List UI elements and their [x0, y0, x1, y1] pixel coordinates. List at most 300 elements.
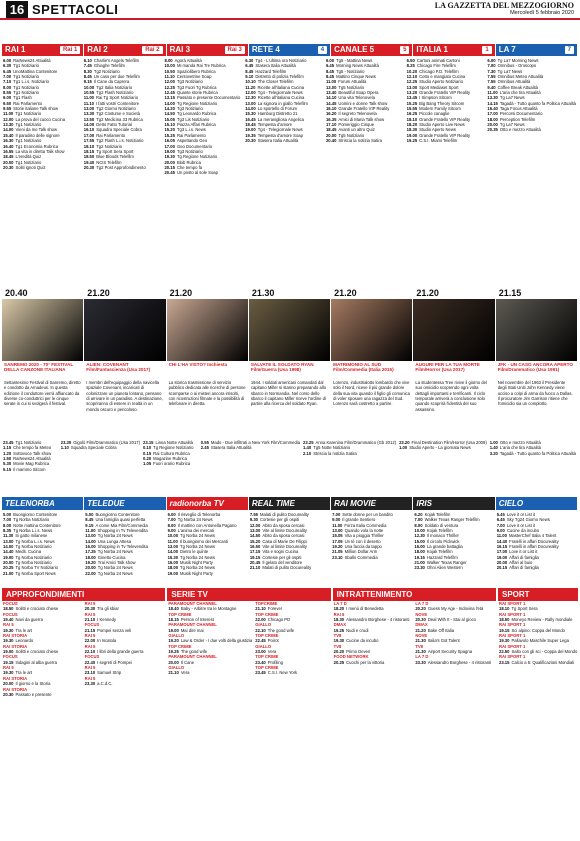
schedule-entry: FOCUS — [3, 601, 18, 606]
schedule-entry: 11.10 I fatti vostri Contenitore — [83, 100, 140, 106]
schedule-entry: 21.10 Vera — [168, 670, 190, 676]
channel-header: RAI MOVIE — [331, 497, 412, 510]
schedule-entry: 19.30 Leonardo — [3, 638, 34, 644]
schedule-entry: RAI 5 — [84, 675, 96, 681]
schedule-entry: 11.00 Forza Italia Commedia — [332, 522, 387, 528]
schedule-entry: 16.50 Vite al limite Docureality — [249, 544, 307, 550]
schedule-entry: 9.15 Il Cane da Caprera — [83, 79, 130, 85]
schedule-entry: 16.30 Tg1 Notiziario — [3, 138, 42, 144]
schedule-entry: 13.30 Tg La7 News — [487, 95, 525, 101]
highlight-time: 21.20 — [87, 288, 110, 298]
schedule-entry: 19.35 Tempesta d'amore Soap — [245, 132, 303, 138]
schedule-entry: 20.00 Tg1 Notiziario — [3, 159, 42, 165]
schedule-entry: 10.20 Chicago P.D. Telefilm — [406, 68, 459, 74]
schedule-entry: 14.45 Uomini e donne Talk show — [325, 100, 388, 106]
schedule-entry: RAI 5 — [84, 643, 96, 649]
highlight-time: 21.20 — [169, 288, 193, 298]
schedule-entry: 5.30 Movie Mag Rubrica — [3, 461, 50, 467]
schedule-entry: 10.55 Tg2 Flash Notiziario — [83, 90, 134, 96]
schedule-entry: 13.00 Vite al limite Docureality — [249, 528, 307, 534]
schedule-entry: PARAMOUNT CHANNEL — [168, 622, 217, 628]
channel-name: LA 7 — [498, 45, 516, 54]
highlight-text: La studentessa Tree rivive il giorno del suo omicidio scoprendo ogni volta dettagli importanti e terrificanti. Il ciclo temporale arriverà a conclusione solo quando scoprirà l'identità del suo assassino. — [415, 380, 487, 412]
section-approfondimenti — [2, 588, 165, 697]
schedule-entry: 19.20 Trai Amici Talk show — [85, 560, 136, 566]
schedule-entry: 16.00 Musik Night Party — [167, 560, 213, 566]
schedule-entry: 11.20 Ricette all'italiana Cucina — [245, 84, 305, 90]
schedule-entry: 18.45 Tempesta d'amore — [245, 122, 293, 128]
schedule-entry: TV8 — [333, 643, 342, 649]
schedule-entry: 23.15 Linea Notte Attualità — [143, 440, 193, 445]
schedule-entry: 8.45 Tg5 - Notiziario — [325, 68, 365, 74]
schedule-entry: FOCUS — [84, 654, 100, 660]
schedule-entry: 23.30 Ohni Alien Western — [414, 565, 463, 571]
schedule-entry: 19.00 Tg4 - Telegiornale News — [245, 127, 303, 133]
section-column — [254, 601, 329, 676]
schedule-entry: 8.00 Tg1 Notiziario — [3, 84, 39, 90]
schedule-entry: 23.40 Profiling — [255, 659, 283, 665]
highlight-image — [84, 299, 165, 361]
schedule-entry: 19.15 Sci alpino: Coppa del Mondo — [498, 627, 566, 633]
schedule-entry: 2.10 Striscia la notizia Satira — [303, 450, 357, 456]
schedule-entry: 20.25 Cuochi per la vittoria — [333, 659, 385, 665]
schedule-entry: 0.10 Tg Regione Notiziario — [143, 445, 194, 451]
schedule-entry: 7.00 Love it or List it — [496, 522, 536, 528]
schedule-entry: 23.20 Final Destination Film/Horror (Usa 2009) — [399, 440, 487, 445]
top-channel-headers — [2, 44, 578, 56]
schedule-entry: 22.00 In Iscatola — [84, 638, 117, 644]
schedule-entry: 5.15 Il mammo Sitcom — [3, 466, 46, 472]
schedule-entry: TOP CRIME — [255, 633, 279, 639]
schedule-entry: 9.15 A come Mia Film/Commedia — [85, 522, 148, 528]
channel-logo: Rai 3 — [225, 46, 245, 54]
schedule-entry: 15.05 Tg3 Lis Notiziario — [164, 116, 210, 122]
schedule-entry: 17.10 Pomeriggio Cinque — [325, 122, 375, 128]
channel-header — [2, 44, 83, 56]
schedule-entry: 8.35 Tg Norba L.i.s. News — [3, 528, 53, 534]
page-header — [0, 0, 580, 20]
schedule-entry: 20.00 Il giorno e la Storia — [3, 681, 51, 687]
schedule-entry: RAI SPORT 1 — [498, 633, 526, 639]
schedule-entry: RAI 5 — [333, 611, 345, 617]
schedule-entry: 19.30 Tg Regione Notiziario — [164, 154, 218, 160]
schedule-column — [167, 512, 248, 587]
schedule-entry: 11.00 Forum Attualità — [325, 79, 367, 85]
schedule-entry: 15.20 Casa di Marie De Filippi — [249, 538, 307, 544]
schedule-entry: 19.25 Nudi e crudi — [333, 627, 369, 633]
highlight-image — [331, 299, 412, 361]
schedule-entry: 13.30 Tg1 Notiziario — [3, 122, 42, 128]
schedule-entry: 13.45 I Simpson Sitcom — [406, 95, 452, 101]
schedule-entry: TOP CRIME — [168, 611, 192, 617]
highlight-text: Lorenzo, industrialotto lombardo che vive solo il Nord, riceve il più grande dolore della sua vita quando il figlio gli comunica di voler sposare una ragazza del Sud. Lorenzo sarà costretto a partire. — [333, 380, 410, 407]
schedule-entry: 18.30 Studio Aperto News — [406, 127, 456, 133]
schedule-column — [406, 58, 486, 283]
schedule-entry: 18.00 Ginetto Cucina — [85, 554, 126, 560]
schedule-entry: 23.10 Sballo Commedia — [332, 554, 378, 560]
schedule-entry: DMAX — [333, 622, 346, 628]
schedule-entry: 16.00 La grande battaglia — [414, 544, 463, 550]
schedule-entry: 1.15 Che tempo fa Meteo — [3, 445, 52, 451]
schedule-column — [142, 440, 199, 495]
schedule-entry: 16.55 La vita in diretta Talk show — [3, 148, 65, 154]
schedule-entry: RAI 5 — [84, 601, 96, 606]
schedule-entry: 12.45 Quante storie Rubrica — [164, 90, 218, 96]
schedule-entry: 20.00 Tg La7 News — [487, 122, 525, 128]
schedule-entry: 20.40 Striscia la notizia Satira — [325, 138, 382, 144]
schedule-entry: 9.30 Cortesie per gli ospiti — [249, 517, 300, 523]
channel-header: TELEDUE — [84, 497, 165, 510]
schedule-entry: 19.00 Mai dire mai — [168, 627, 204, 633]
schedule-entry: 6.45 Sky Tg24 Giorno News — [496, 517, 550, 523]
schedule-entry: 7.00 Tg Norba 24 News — [167, 517, 213, 523]
schedule-entry: TOP CRIME — [255, 665, 279, 671]
section-intrattenimento — [333, 588, 496, 697]
schedule-entry: 19.00 Tg3 Notiziario — [164, 148, 203, 154]
schedule-entry: GIALLO — [255, 643, 272, 649]
schedule-entry: PARAMOUNT CHANNEL — [168, 654, 217, 660]
schedule-entry: 8.25 Chicago Fire Telefilm — [406, 63, 456, 69]
schedule-entry: 12.25 Studio Aperto Notiziario — [406, 79, 463, 85]
schedule-entry: RAI 5 — [3, 665, 14, 671]
schedule-entry: 12.00 Abito da sposa cercasi — [249, 522, 305, 528]
schedule-entry: 12.00 Tg4 - Telegiornale News — [245, 90, 303, 96]
schedule-entry: 13.40 Beautiful Soap Opera — [325, 90, 379, 96]
schedule-entry: 16.45 La meravigliosa Angelica — [245, 116, 305, 122]
schedule-entry: 23.30 a.C.d.C. — [84, 681, 113, 687]
schedule-entry: 12.30 Ricette all'italiana Cucina — [245, 95, 305, 101]
schedule-entry: 20.30 Tra gli sbiar — [84, 606, 119, 612]
schedule-entry: 14.00 Tg Norba Notiziario — [3, 544, 52, 550]
schedule-entry: 22.50 Salto con gli sci - Coppa del Mondo — [498, 649, 578, 655]
channel-header — [167, 44, 248, 56]
schedule-entry: 12.25 Tg3 Fuori Tg Rubrica — [164, 84, 217, 90]
schedule-entry: 18.00 Perception Telefilm — [487, 116, 536, 122]
schedule-entry: 7.45 Ghiaghe Telefilm — [83, 63, 126, 69]
schedule-entry: 1.40 Tg5 Notte Notiziario — [303, 445, 351, 451]
schedule-entry: 7.00 Sette donne per un bandito — [332, 512, 393, 517]
schedule-entry: 20.25 Tg Norba TV Notiziario — [3, 565, 58, 571]
schedule-entry: RAI 5 — [84, 665, 96, 671]
schedule-entry: 10.00 Kojak Telefilm — [414, 528, 453, 534]
schedule-entry: FOOD NETWORK — [333, 654, 369, 660]
schedule-entry: 15.05 Vita a pioggia Thriller — [332, 533, 384, 539]
highlight-time: 20.40 — [5, 288, 28, 298]
schedule-entry: 14.15 Tagadà - Tutto quanto fa Politica Attualità — [487, 100, 577, 106]
schedule-entry: 17.25 Tg Norba 24 News — [85, 549, 133, 555]
highlight-text: Nel novembre del 1963 il Presidente degli Stati Uniti John Kennedy viene ucciso a colpi di arma da fuoco a Dallas. Il procuratore Jim Garrison ritiene che l'omicidio sia un complotto. — [497, 380, 573, 407]
schedule-entry: 14.50 Tg Leonardo Rubrica — [164, 111, 217, 117]
schedule-column — [331, 512, 412, 587]
schedule-entry: 21.30 Italia's Got Talent — [415, 638, 460, 644]
schedule-entry: 10.10 The Closer Telefilm — [245, 79, 294, 85]
schedule-entry: 17.00 Rai Parlamento — [83, 132, 126, 138]
highlight-card — [167, 287, 248, 435]
channel-logo: 4 — [318, 46, 327, 54]
schedule-entry: 6.30 Tg1 Notiziario — [3, 63, 39, 69]
schedule-entry: TV8 — [333, 633, 342, 639]
schedule-entry: 17.05 Un tè con il deserto — [332, 538, 381, 544]
late-schedule-grid — [2, 440, 578, 495]
schedule-entry: 7.00 Tg Norba Notiziario — [3, 517, 50, 523]
schedule-entry: 18.20 Studio Aperto Live News — [406, 122, 465, 128]
section-title: SERIE TV — [167, 588, 330, 601]
schedule-entry: TOP CRIME — [255, 611, 279, 617]
schedule-entry: 18.50 Solitti e crociato chiese — [3, 606, 59, 612]
schedule-entry: 20.00 Blob Rubrica — [164, 159, 201, 165]
schedule-entry: 18.10 Grande Fratello VIP Reality — [406, 116, 471, 122]
schedule-entry: 20.30 Tg2 Post Approfondimento — [83, 164, 146, 170]
schedule-entry: 11.00 L'aria che tira Attualità — [487, 90, 541, 96]
schedule-entry: 3.20 Tagadà - Tutto quanto fa Politica Attualità — [489, 450, 576, 456]
highlight-time: 21.20 — [416, 288, 439, 298]
schedule-entry: 7.30 Tg La7 News — [487, 68, 523, 74]
schedule-entry: 5.00 Buongiorno Contenitore — [3, 512, 58, 517]
channel-name: RAI 1 — [5, 45, 26, 54]
schedule-entry: 13.00 Quando vola la notte — [332, 528, 384, 534]
schedule-entry: 1.20 Sottovoce Talk show — [3, 450, 52, 456]
schedule-entry: 5.45 Love it or List it — [496, 512, 536, 517]
highlight-text: 1944. I soldati americani comandati dal capitano Miller si stanno preparando allo sbarco in Normandia. Nel corso dello sbarco il capitano Miller riceve l'ordine di partire alla ricerca del soldato Ryan. — [250, 380, 327, 407]
schedule-entry: RAI STORIA — [3, 675, 28, 681]
channel-name: RETE 4 — [251, 45, 280, 54]
schedule-entry: 23.25 Anna Karenina Film/Drammatico (Gb 2012) — [303, 440, 397, 445]
schedule-entry: 9.00 Tg1 Flash — [3, 95, 32, 101]
schedule-entry: 8.45 Una famiglia quasi perfetta — [85, 517, 146, 523]
schedule-entry: 11.00 MasterChef Italia 4 Talent — [496, 533, 557, 539]
schedule-entry: 21.00 Walker Texas Ranger — [414, 560, 467, 566]
schedule-entry: 1.00 Studio Aperto - La giornata News — [399, 445, 471, 451]
schedule-entry: RAI STORIA — [3, 633, 28, 639]
schedule-entry: 15.20 Tg3 L.i.s. News — [164, 127, 206, 133]
schedule-entry: 15.30 Tg Norba 24 News — [167, 554, 215, 560]
schedule-entry: 11.00 Rai Tg Sport Notiziario — [83, 95, 139, 101]
highlight-card — [2, 287, 83, 435]
schedule-column — [200, 440, 301, 495]
schedule-entry: 13.00 Tg5 Notiziario — [325, 84, 365, 90]
schedule-entry: 10.50 Spaziolibero Rubrica — [164, 68, 216, 74]
section-sport — [498, 588, 578, 697]
schedule-entry: 16.40 Taga Focus Attualità — [487, 106, 538, 112]
schedule-entry: 14.00 Detto Fatto Tutorial — [83, 122, 132, 128]
schedule-entry: TOP CRIME — [255, 654, 279, 660]
schedule-entry: 20.15 Che tempo fa — [164, 164, 203, 170]
highlight-card — [496, 287, 577, 435]
schedule-entry: 15.55 Modern Family Sitcom — [406, 106, 461, 112]
schedule-entry: 23.30 Alessandro Borghese - 4 ristoranti — [415, 659, 492, 665]
schedule-entry: 20.15 Affari di famiglia — [496, 565, 539, 571]
schedule-entry: TV8 — [415, 643, 424, 649]
schedule-entry: 16.25 Piccole canaglie — [406, 111, 450, 117]
highlight-card — [413, 287, 494, 435]
schedule-column — [60, 440, 141, 495]
schedule-entry: 16.10 Squadra Speciale Cobra — [83, 127, 142, 133]
channel-header: REAL TIME — [249, 497, 330, 510]
schedule-entry: 6.45 Morning News Attualità — [325, 63, 379, 69]
prime-time-highlights — [2, 287, 578, 435]
schedule-column — [496, 512, 577, 587]
schedule-entry: RAI 5 — [3, 622, 14, 628]
schedule-entry: 13.50 Tg2 Medicina 33 Rubrica — [83, 116, 143, 122]
schedule-entry: 9.55 Storie italiane Talk show — [3, 106, 59, 112]
schedule-entry: RAI STORIA — [3, 643, 28, 649]
schedule-entry: 6.00 Tg La7 Morning News — [487, 58, 539, 63]
schedule-entry: 18.15 Person of Interest — [168, 617, 214, 623]
highlight-text: La storica trasmissione di servizio pubblico dedicata alle ricerche di persone scomparse o ai misteri ancora irrisolti, con ricostruzioni filmate e la possibilità di telefonare in diretta. — [168, 380, 246, 407]
schedule-entry: 14.10 Una vita Telenovela — [325, 95, 375, 101]
schedule-column — [489, 440, 577, 495]
highlight-title: ALIEN: COVENANT Film/Fantascienza (Usa 2017) — [86, 362, 151, 373]
schedule-entry: 14.00 Dietro le quinte — [167, 549, 209, 555]
schedule-entry: 20.00 Tg Norba Notiziario — [3, 560, 52, 566]
schedule-entry: GIALLO — [168, 633, 185, 639]
channel-logo: 5 — [400, 46, 409, 54]
schedule-entry: 14.50 Abito da sposa cercasi — [249, 533, 305, 539]
schedule-entry: 14.40 Fratelli in affari Docureality — [496, 538, 559, 544]
highlight-text: I membri dell'equipaggio della navicella spaziale Covenant, incaricati di colonizzare un pianeta lontano, pensano di arrivare in un paradiso. A destinazione, scopriranno di essere in realtà in un mondo oscuro e pericoloso. — [86, 380, 163, 412]
highlight-time: 21.20 — [334, 288, 357, 298]
schedule-entry: 7.55 Omnibus Meteo Attualità — [487, 74, 544, 80]
schedule-entry: TOP CRIME — [168, 643, 192, 649]
schedule-column — [302, 440, 397, 495]
schedule-entry: 19.00 Tg Norba Notiziario — [3, 554, 52, 560]
schedule-entry: 9.00 Cucine da incubo — [496, 528, 540, 534]
channel-header — [413, 44, 494, 56]
schedule-entry: 18.30 Alessandro Borghese - 4 ristoranti — [333, 617, 410, 623]
schedule-entry: 6.30 Tg4 - L'ultima ora Notiziario — [245, 58, 307, 63]
channel-name: CANALE 5 — [334, 45, 375, 54]
schedule-entry: 13.15 Passato e presente Documentario — [164, 95, 241, 101]
schedule-entry: 20.30 Passato e presente — [3, 691, 52, 697]
schedule-entry: 20.45 Il gelato del venditore — [249, 560, 303, 566]
section-serietv — [167, 588, 330, 697]
channel-name: RAI 2 — [87, 45, 108, 54]
schedule-entry: RAI SPORT 1 — [498, 601, 526, 606]
schedule-entry: 1.10 Squadra Speciale Cobra — [60, 445, 117, 451]
schedule-entry: 8.55 Tg1 Notiziario — [3, 90, 39, 96]
schedule-entry: 10.00 Tg Norba 24 News — [167, 533, 215, 539]
schedule-entry: 20.30 Soliti ignoti Quiz — [3, 164, 46, 170]
schedule-entry: 13.00 Sport Mediaset Sport — [406, 84, 459, 90]
schedule-column — [413, 512, 494, 587]
schedule-entry: 23.15 Calcio a 5: Qualificazioni Mondiali — [498, 659, 575, 665]
highlight-title: JFK - UN CASO ANCORA APERTO Film/Drammatico (Usa 1991) — [497, 362, 573, 373]
schedule-entry: 20.20 Primo Deveri — [333, 649, 371, 655]
schedule-entry: 18.10 Tg2 Notiziario — [83, 143, 123, 149]
schedule-entry: 1.50 RaiNews24 Attualità — [3, 456, 51, 462]
schedule-entry: RAI SPORT 1 — [498, 643, 526, 649]
schedule-entry: 0.15 Rai Cultura Rubrica — [143, 450, 190, 456]
channel-header: IRIS — [413, 497, 494, 510]
section-column — [414, 601, 495, 665]
mid-schedule-grid — [2, 512, 578, 587]
schedule-entry: 9.50 Rai Parlamento — [3, 100, 43, 106]
schedule-entry: 18.50 Blue Bloods Telefilm — [83, 154, 134, 160]
schedule-entry: 8.00 Il mattino con Antonella Pagano — [167, 522, 237, 528]
schedule-entry: 14.00 Tg Regione Notiziario — [164, 100, 218, 106]
highlight-card — [331, 287, 412, 435]
schedule-entry: 11.10 Centovetrine Soap — [164, 74, 212, 80]
schedule-entry: 12.30 Il monaco Thriller — [414, 533, 459, 539]
schedule-entry: 6.45 UnoMattina Contenitore — [3, 68, 58, 74]
schedule-entry: 17.00 Geo Documentario — [164, 143, 213, 149]
highlight-image — [413, 299, 494, 361]
schedule-entry: 19.25 C.S.I. Miami Telefilm — [406, 138, 458, 144]
schedule-entry: 13.00 Tg Norba 24 News — [85, 533, 133, 539]
section-column — [2, 601, 83, 697]
schedule-entry: 16.15 Fratelli in affari Docureality — [496, 544, 559, 550]
channel-logo: 7 — [565, 46, 574, 54]
schedule-entry: 21.10 Malati di pulito Docureality — [249, 565, 312, 571]
highlight-title: SANREMO 2020 - 70° FESTIVAL DELLA CANZONE ITALIANA — [4, 362, 74, 373]
schedule-entry: 18.45 Avanti un altro Quiz — [325, 127, 375, 133]
schedule-entry: 9.40 Coffee Break Attualità — [487, 84, 538, 90]
schedule-entry: 16.40 Tg1 Economia Rubrica — [3, 143, 59, 149]
highlight-image — [496, 299, 577, 361]
schedule-column — [244, 58, 324, 283]
schedule-entry: 21.30 Airport Security Spagna — [415, 649, 473, 655]
schedule-entry: 17.15 Vita e sogni Cucina — [249, 549, 299, 555]
schedule-entry: 8.45 Un caso per due Telefilm — [83, 74, 140, 80]
channel-logo: 1 — [482, 46, 491, 54]
highlight-title: CHI L'HA VISTO? Inchiesta — [168, 362, 228, 367]
schedule-entry: RAI SPORT 1 — [498, 611, 526, 617]
schedule-entry: 10.00 Mi manda Rai Tre Rubrica — [164, 63, 226, 69]
schedule-entry: 19.20 Law & Order - I due volti della giustizia — [168, 638, 253, 644]
schedule-entry: 22.10 The good wife — [255, 627, 295, 633]
schedule-entry: 7.00 Walker Texas Ranger Telefilm — [414, 517, 480, 523]
highlight-title: MATRIMONIO AL SUD Film/Commedia (Italia 2015) — [333, 362, 394, 373]
schedule-entry: 23.30 Gigolò Film/Drammatico (Usa 2017) — [60, 440, 141, 445]
schedule-entry: 19.30 Tra le art — [3, 627, 33, 633]
schedule-entry: 13.30 Tg2 Costume e Società — [83, 111, 140, 117]
section-column — [333, 601, 414, 665]
schedule-entry: 8.45 Hazzard Telefilm — [245, 68, 287, 74]
page-number: 16 — [6, 1, 28, 18]
schedule-entry: 9.00 Il grande Sentiero — [332, 517, 376, 523]
schedule-entry: 15.00 Il circolo Pickwick — [414, 538, 460, 544]
schedule-entry: 1.00 Otto e mezzo Attualità — [489, 440, 541, 445]
issue-date: Mercoledì 5 febbraio 2020 — [510, 10, 574, 16]
schedule-entry: 23.00 Vera — [255, 649, 277, 655]
schedule-column — [486, 58, 577, 283]
schedule-column — [84, 512, 165, 587]
schedule-entry: 11.30 Si gatto milanese — [3, 533, 48, 539]
schedule-entry: 18.45 L'eredità Quiz — [3, 154, 42, 160]
highlight-card — [249, 287, 330, 435]
schedule-entry: 13.00 Tg Norba 24 News — [167, 544, 215, 550]
schedule-entry: 12.00 La prova del cuoco Cucina — [3, 116, 66, 122]
schedule-entry: 20.00 Affari al buio — [496, 560, 533, 566]
schedule-entry: 18.00 Kojak Telefilm — [414, 549, 453, 555]
schedule-entry: 6.00 Tg5 - Mattina News — [325, 58, 373, 63]
highlight-title: AUGURI PER LA TUA MORTE Film/Horror (Usa 2017) — [415, 362, 480, 373]
schedule-entry: 20.45 Un posto al sole Soap — [164, 170, 218, 176]
schedule-entry: 11.00 Tg1 Notiziario — [3, 111, 42, 117]
schedule-entry: 21.05 Million Dollar Arm — [332, 549, 378, 555]
schedule-entry: 18.40 Baby - Arbitre tra le Montagne — [168, 606, 237, 612]
schedule-column — [249, 512, 330, 587]
schedule-entry: 19.30 Pallavolo Maschile Super Lega — [498, 638, 569, 644]
schedule-entry: 18.15 Tg Sport Sera Sport — [83, 148, 134, 154]
schedule-entry: 1.05 Fuori orario Rubrica — [143, 461, 191, 467]
schedule-entry: 13.00 Tg Norba L.i.s. News — [3, 538, 55, 544]
schedule-entry: 21.10 Forever — [255, 606, 283, 612]
schedule-entry: 18.50 Moneyo Review - Rally mondiale — [498, 617, 573, 623]
schedule-entry: 7.10 Tg1 L.i.s. Notiziario — [3, 79, 49, 85]
schedule-entry: 23.10 Samuel Strip — [84, 670, 122, 676]
schedule-entry: 2.45 Stasera Italia Attualità — [200, 445, 252, 451]
